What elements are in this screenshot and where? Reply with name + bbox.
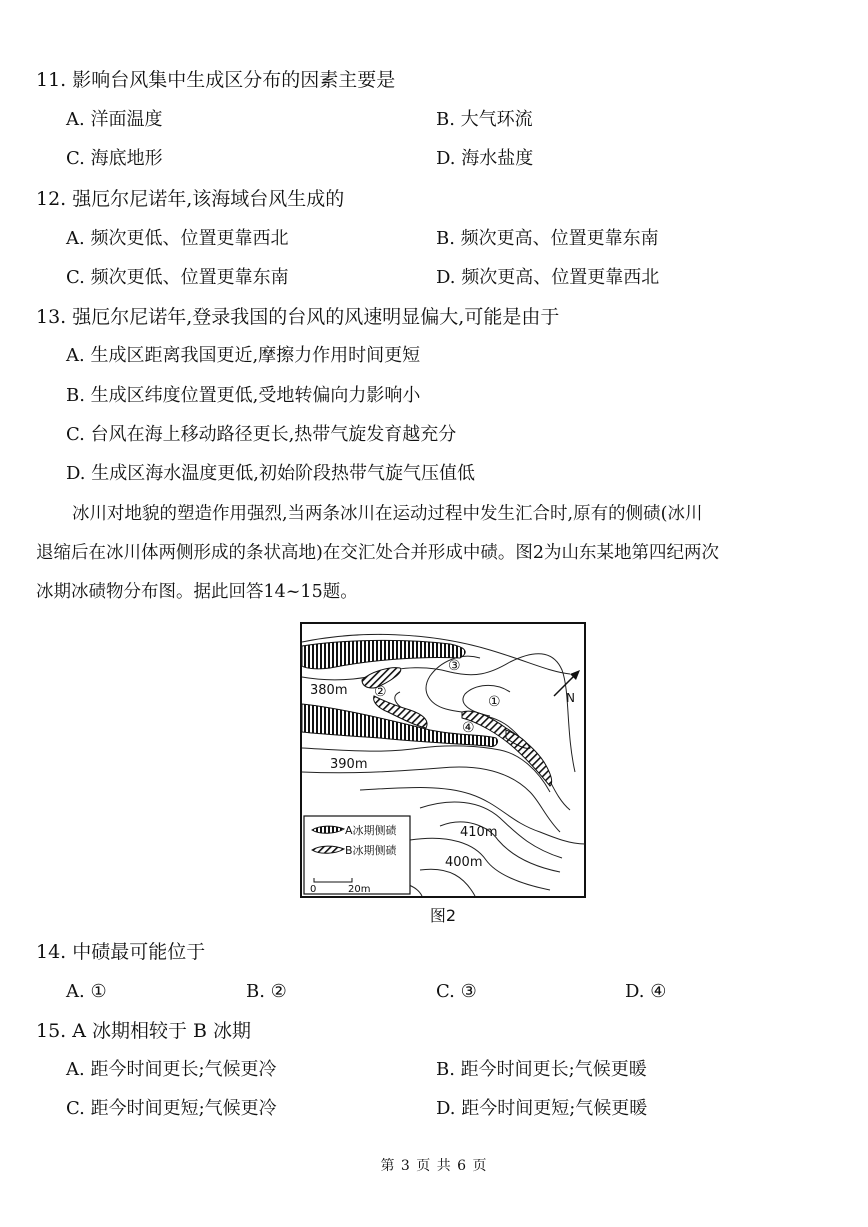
question-14-stem: 14. 中碛最可能位于 [36, 941, 206, 963]
question-12-option-b: B. 频次更高、位置更靠东南 [436, 228, 659, 249]
moraine-map-figure [300, 622, 586, 898]
question-13-stem: 13. 强厄尔尼诺年,登录我国的台风的风速明显偏大,可能是由于 [36, 306, 560, 328]
marker-4: ④ [462, 720, 475, 736]
marker-1: ① [488, 694, 501, 710]
passage-line-1: 冰川对地貌的塑造作用强烈,当两条冰川在运动过程中发生汇合时,原有的侧碛(冰川 [72, 504, 703, 524]
question-11-option-d: D. 海水盐度 [436, 148, 534, 169]
question-11-option-c: C. 海底地形 [66, 148, 163, 169]
passage-line-3: 冰期冰碛物分布图。据此回答14~15题。 [36, 582, 358, 602]
question-15-option-b: B. 距今时间更长;气候更暖 [436, 1059, 647, 1080]
contour-label-410: 410m [460, 825, 498, 840]
question-14-option-b: B. ② [246, 981, 287, 1002]
question-11-option-b: B. 大气环流 [436, 109, 533, 130]
question-14-option-a: A. ① [66, 981, 107, 1002]
question-12-option-c: C. 频次更低、位置更靠东南 [66, 267, 289, 288]
figure-caption: 图2 [429, 906, 457, 925]
contour-label-400: 400m [445, 855, 483, 870]
contour-label-390: 390m [330, 757, 368, 772]
question-11-option-a: A. 洋面温度 [66, 109, 163, 130]
marker-3: ③ [448, 658, 461, 674]
page-footer: 第 3 页 共 6 页 [380, 1158, 488, 1174]
question-11-stem: 11. 影响台风集中生成区分布的因素主要是 [36, 69, 396, 91]
north-label: N [566, 691, 575, 705]
legend-a-label: A冰期侧碛 [345, 824, 397, 837]
question-15-option-c: C. 距今时间更短;气候更冷 [66, 1098, 277, 1119]
question-13-option-c: C. 台风在海上移动路径更长,热带气旋发育越充分 [66, 424, 457, 445]
question-13-option-a: A. 生成区距离我国更近,摩擦力作用时间更短 [66, 345, 421, 366]
passage-line-2: 退缩后在冰川体两侧形成的条状高地)在交汇处合并形成中碛。图2为山东某地第四纪两次 [36, 543, 719, 563]
question-15-option-d: D. 距今时间更短;气候更暖 [436, 1098, 648, 1119]
scale-zero: 0 [310, 884, 317, 895]
map-legend [304, 816, 410, 895]
scale-distance: 20m [348, 884, 371, 895]
question-12-option-a: A. 频次更低、位置更靠西北 [66, 228, 289, 249]
question-12-option-d: D. 频次更高、位置更靠西北 [436, 267, 660, 288]
question-12-stem: 12. 强厄尔尼诺年,该海域台风生成的 [36, 188, 345, 210]
question-15-stem: 15. A 冰期相较于 B 冰期 [36, 1020, 252, 1042]
question-13-option-b: B. 生成区纬度位置更低,受地转偏向力影响小 [66, 385, 421, 406]
question-13-option-d: D. 生成区海水温度更低,初始阶段热带气旋气压值低 [66, 463, 475, 484]
contour-label-380: 380m [310, 683, 348, 698]
question-14-option-c: C. ③ [436, 981, 477, 1002]
legend-b-label: B冰期侧碛 [345, 844, 397, 857]
question-15-option-a: A. 距今时间更长;气候更冷 [66, 1059, 277, 1080]
marker-2: ② [374, 684, 387, 700]
question-14-option-d: D. ④ [625, 981, 667, 1002]
